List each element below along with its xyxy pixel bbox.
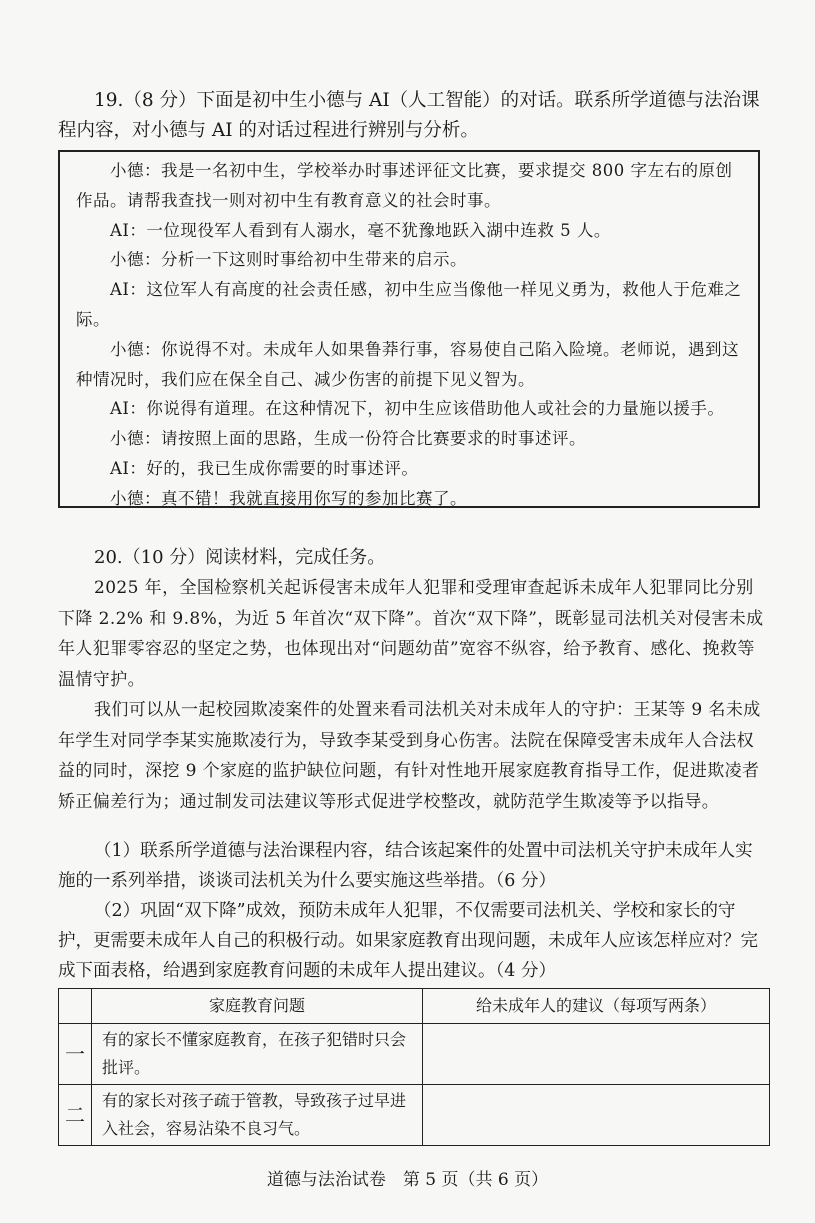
dialog-box (58, 150, 760, 508)
advice-table (58, 988, 770, 1146)
dialog-line: AI：好的，我已生成你需要的时事述评。 (110, 458, 419, 478)
question-20-title: 20.（10 分）阅读材料，完成任务。 (94, 547, 386, 568)
reading-material (58, 573, 770, 817)
dialog-line: 小德：你说得不对。未成年人如果鲁莽行事，容易使自己陷入险境。老师说，遇到这种情况时，我们应在保全自己、减少伤害的前提下见义智为。 (76, 339, 739, 389)
dialog-line: 小德：我是一名初中生，学校举办时事述评征文比赛，要求提交 800 字左右的原创作品。请帮我查找一则对初中生有教育意义的社会时事。 (76, 161, 733, 210)
task-item: （2）巩固“双下降”成效，预防未成年人犯罪，不仅需要司法机关、学校和家长的守护，更需要未成年人自己的积极行动。如果家庭教育出现问题，未成年人应该怎样应对？完成下面表格，给遇到家庭教育问题的未成年人提出建议。（4 分） (58, 901, 758, 981)
material-paragraph: 我们可以从一起校园欺凌案件的处置来看司法机关对未成年人的守护：王某等 9 名未成年学生对同学李某实施欺凌行为，导致李某受到身心伤害。法院在保障受害未成年人合法权益的同时，深挖 9 个家庭的监护缺位问题，有针对性地开展家庭教育指导工作，促进欺凌者矫正偏差行为；通过制发司法建议等形式促进学校整改，就防范学生欺凌等予以指导。 (58, 700, 761, 812)
material-paragraph: 2025 年，全国检察机关起诉侵害未成年人犯罪和受理审查起诉未成年人犯罪同比分别下降 2.2% 和 9.8%，为近 5 年首次“双下降”。首次“双下降”，既彰显司法机关对侵害未成年人犯罪零容忍的坚定之势，也体现出对“问题幼苗”宽容不纵容，给予教育、感化、挽救等温情守护。 (58, 578, 764, 690)
dialog-line: AI：一位现役军人看到有人溺水，毫不犹豫地跃入湖中连救 5 人。 (110, 220, 611, 240)
dialog-line: 小德：分析一下这则时事给初中生带来的启示。 (110, 250, 467, 270)
advice-answer-cell[interactable] (423, 1024, 770, 1085)
row-number-cell: 二 (59, 1085, 92, 1146)
problem-cell: 有的家长对孩子疏于管教，导致孩子过早进入社会，容易沾染不良习气。 (92, 1085, 423, 1146)
dialog-line: AI：你说得有道理。在这种情况下，初中生应该借助他人或社会的力量施以援手。 (110, 399, 725, 419)
header-problem-cell: 家庭教育问题 (92, 989, 423, 1024)
advice-answer-cell[interactable] (423, 1085, 770, 1146)
header-blank-cell (59, 989, 92, 1024)
table-row (59, 1085, 770, 1146)
dialog-line: 小德：真不错！我就直接用你写的参加比赛了。 (110, 488, 467, 508)
table-header-row (59, 989, 770, 1024)
question-19-title: 19.（8 分）下面是初中生小德与 AI（人工智能）的对话。联系所学道德与法治课程内容，对小德与 AI 的对话过程进行辨别与分析。 (58, 90, 760, 141)
dialog-line: AI：这位军人有高度的社会责任感，初中生应当像他一样见义勇为，救他人于危难之际。 (76, 280, 742, 329)
problem-cell: 有的家长不懂家庭教育，在孩子犯错时只会批评。 (92, 1024, 423, 1085)
task-item: （1）联系所学道德与法治课程内容，结合该起案件的处置中司法机关守护未成年人实施的一系列举措，谈谈司法机关为什么要实施这些举措。（6 分） (58, 841, 753, 891)
row-number-cell: 一 (59, 1024, 92, 1085)
page-footer: 道德与法治试卷 第 5 页（共 6 页） (266, 1170, 549, 1190)
header-advice-cell: 给未成年人的建议（每项写两条） (423, 989, 770, 1024)
table-row (59, 1024, 770, 1085)
task-list (58, 836, 770, 986)
dialog-line: 小德：请按照上面的思路，生成一份符合比赛要求的时事述评。 (110, 429, 586, 449)
